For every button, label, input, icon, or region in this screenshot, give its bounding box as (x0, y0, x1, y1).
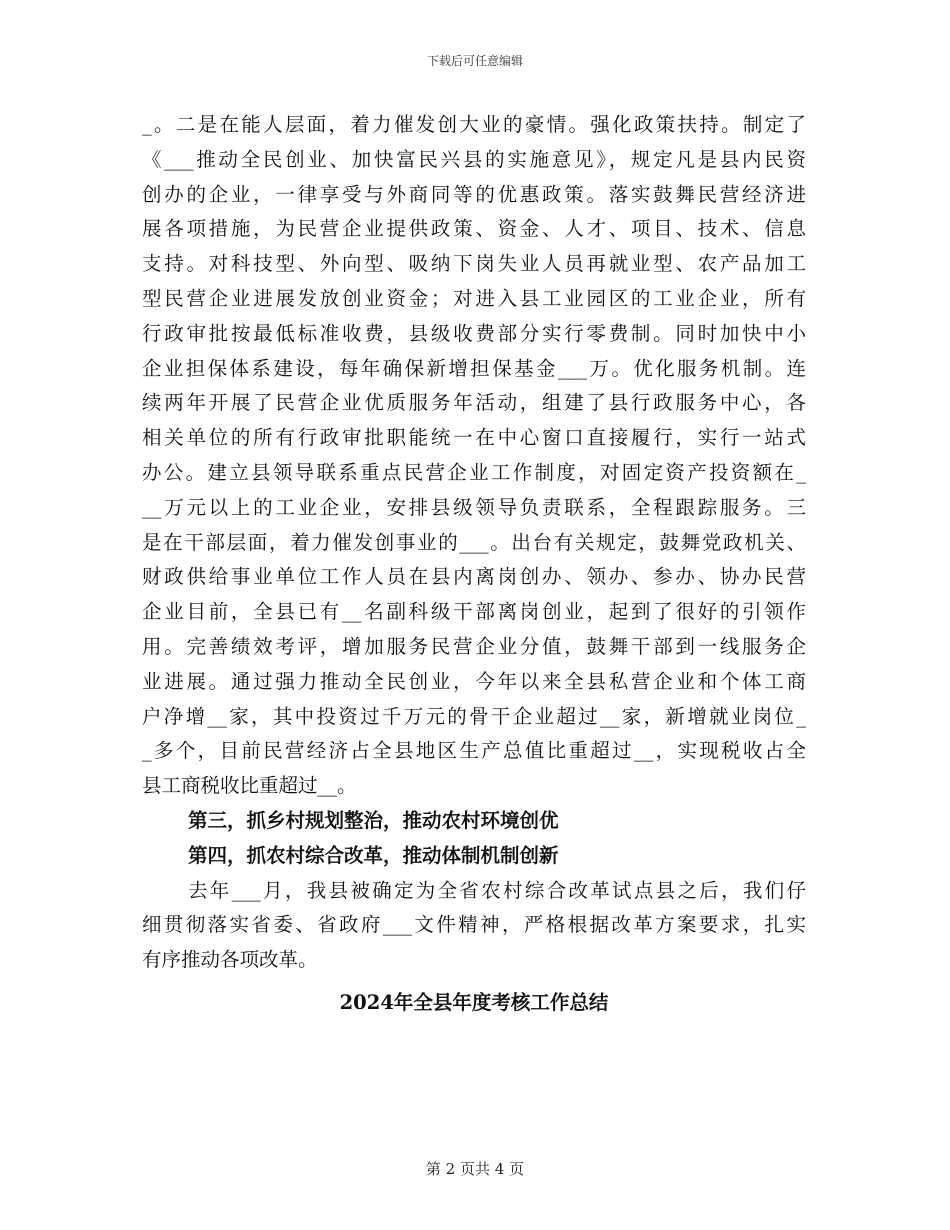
text-line: 户净增__家，其中投资过千万元的骨干企业超过__家，新增就业岗位_ (142, 704, 806, 728)
text-line: _。二是在能人层面，着力催发创大业的豪情。强化政策扶持。制定了 (142, 113, 806, 136)
text-line: 续两年开展了民营企业优质服务年活动，组建了县行政服务中心，各 (142, 391, 806, 415)
page-footer: 第 2 页共 4 页 (425, 1160, 525, 1178)
paragraph-entrepreneurship (142, 108, 806, 804)
text-line: 企业目前，全县已有__名副科级干部离岗创业，起到了很好的引领作 (142, 600, 806, 624)
text-line: 行政审批按最低标准收费，县级收费部分实行零费制。同时加快中小 (142, 321, 806, 345)
paragraph-rural-reform (142, 874, 806, 978)
text-line: 相关单位的所有行政审批职能统一在中心窗口直接履行，实行一站式 (142, 426, 806, 450)
text-line: 业进展。通过强力推动全民创业，今年以来全县私营企业和个体工商 (142, 669, 806, 693)
text-line: 县工商税收比重超过__。 (142, 774, 357, 798)
page-header: 下载后可任意编辑 (426, 54, 523, 68)
text-line: 支持。对科技型、外向型、吸纳下岗失业人员再就业型、农产品加工 (142, 252, 806, 276)
text-line: 办公。建立县领导联系重点民营企业工作制度，对固定资产投资额在_ (142, 460, 806, 484)
text-line: _多个，目前民营经济占全县地区生产总值比重超过__，实现税收占全 (142, 739, 806, 763)
document-title: 2024年全县年度考核工作总结 (339, 990, 609, 1014)
text-line: 财政供给事业单位工作人员在县内离岗创办、领办、参办、协办民营 (142, 565, 806, 589)
section-heading-4: 第四，抓农村综合改革，推动体制机制创新 (188, 843, 559, 867)
text-line: 用。完善绩效考评，增加服务民营企业分值，鼓舞干部到一线服务企 (142, 634, 806, 658)
document-body (142, 108, 806, 1021)
text-line: 展各项措施，为民营企业提供政策、资金、人才、项目、技术、信息 (142, 217, 806, 241)
text-line: 型民营企业进展发放创业资金；对进入县工业园区的工业企业，所有 (142, 286, 806, 310)
text-line: __万元以上的工业企业，安排县级领导负责联系，全程跟踪服务。三 (142, 495, 806, 519)
text-line: 细贯彻落实省委、省政府___文件精神，严格根据改革方案要求，扎实 (142, 913, 806, 937)
text-line: 有序推动各项改革。 (142, 948, 318, 972)
text-line: 《___推动全民创业、加快富民兴县的实施意见》，规定凡是县内民资 (142, 147, 806, 171)
text-line: 是在干部层面，着力催发创事业的___。出台有关规定，鼓舞党政机关、 (142, 530, 806, 554)
section-heading-3: 第三，抓乡村规划整治，推动农村环境创优 (188, 808, 559, 832)
text-line: 创办的企业，一律享受与外商同等的优惠政策。落实鼓舞民营经济进 (142, 182, 806, 206)
text-line: 去年___月，我县被确定为全省农村综合改革试点县之后，我们仔 (188, 878, 806, 902)
text-line: 企业担保体系建设，每年确保新增担保基金___万。优化服务机制。连 (142, 356, 806, 380)
